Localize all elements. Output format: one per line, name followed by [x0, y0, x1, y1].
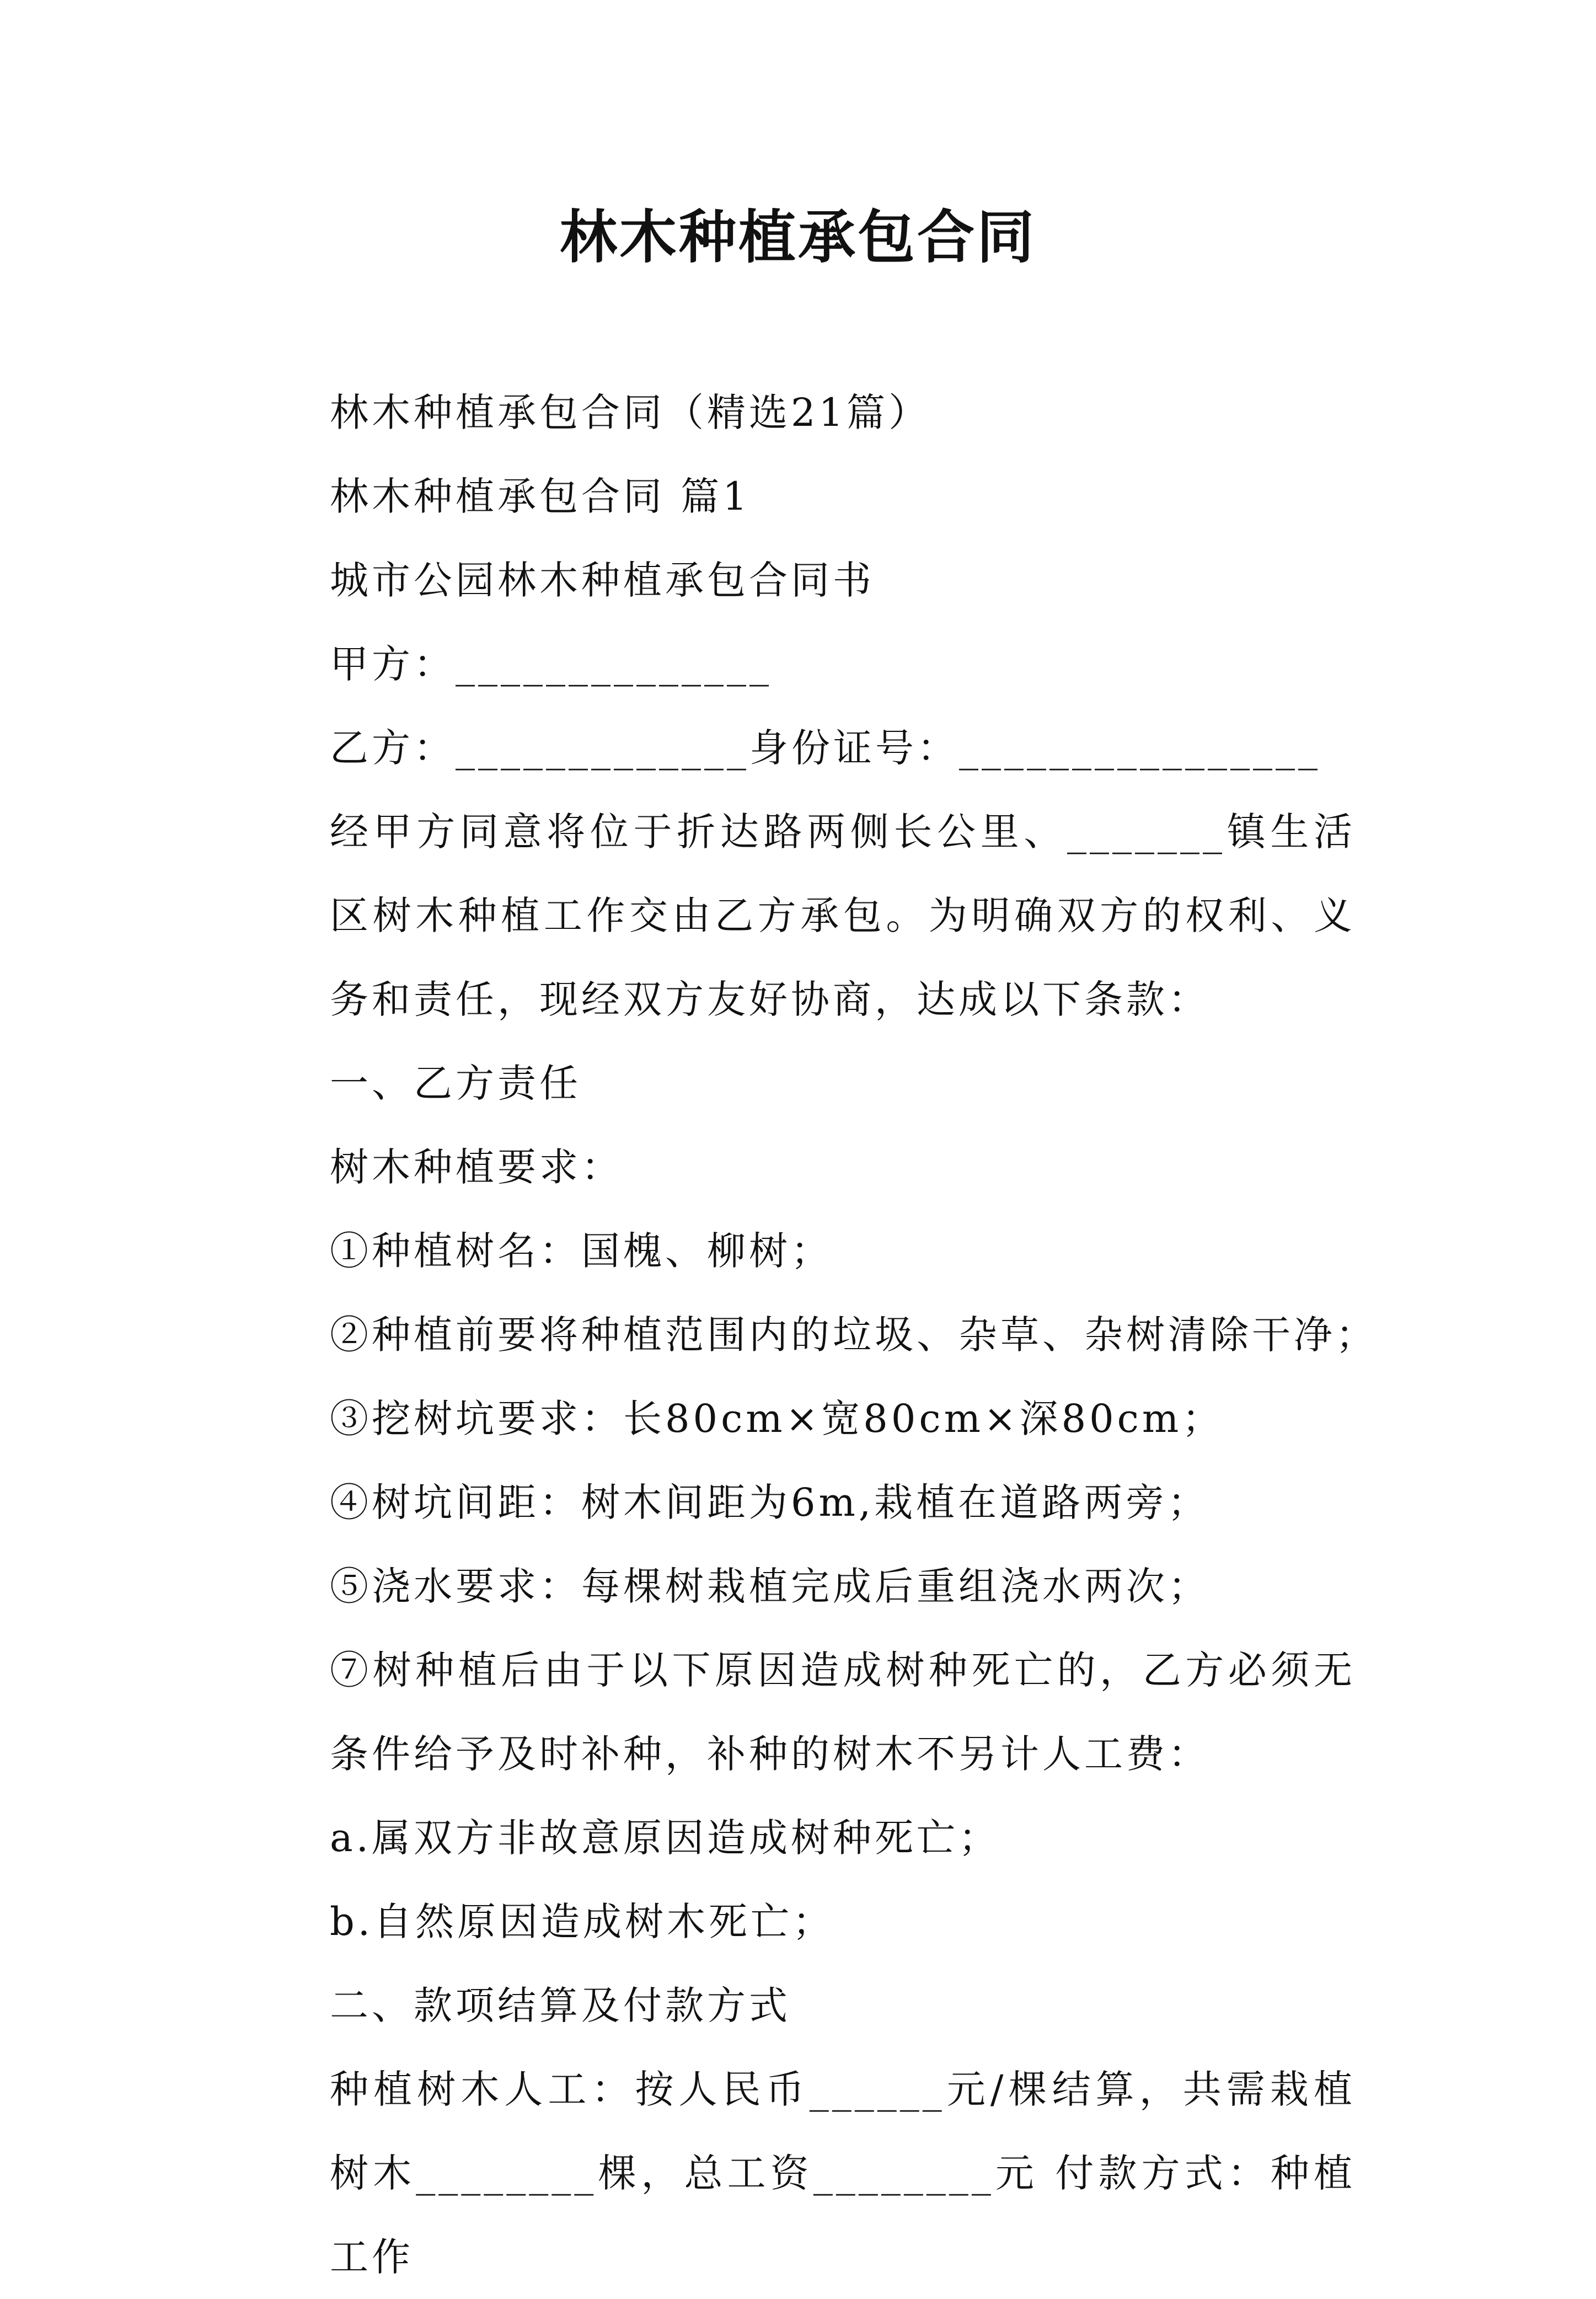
- document-title: 林木种植承包合同: [559, 204, 1036, 271]
- paragraph-section-title: 林木种植承包合同 篇1: [330, 474, 751, 519]
- document-body: [247, 371, 1378, 2299]
- list-item: ②种植前要将种植范围内的垃圾、杂草、杂树清除干净；: [330, 1312, 1378, 1357]
- paragraph-payment: 种植树木人工：按人民币______元/棵结算，共需栽植树木________棵，总工资________元 付款方式：种植工作: [330, 2067, 1356, 2280]
- paragraph-party-a: 甲方：______________: [330, 641, 772, 687]
- list-item: ④树坑间距：树木间距为6m,栽植在道路两旁；: [330, 1480, 1210, 1525]
- paragraph-party-b: 乙方：_____________身份证号：________________: [330, 725, 1321, 771]
- paragraph-contract-name: 城市公园林木种植承包合同书: [330, 558, 875, 603]
- paragraph-intro: 经甲方同意将位于折达路两侧长公里、_______镇生活区树木种植工作交由乙方承包。为明确双方的权利、义务和责任，现经双方友好协商，达成以下条款：: [330, 809, 1356, 1022]
- paragraph-subtitle: 林木种植承包合同（精选21篇）: [330, 390, 931, 435]
- paragraph-heading-1: 一、乙方责任: [330, 1061, 581, 1106]
- list-item: a.属双方非故意原因造成树种死亡；: [330, 1815, 1000, 1860]
- paragraph-heading-2: 二、款项结算及付款方式: [330, 1983, 791, 2028]
- paragraph-requirements-label: 树木种植要求：: [330, 1145, 623, 1190]
- list-item: ⑤浇水要求：每棵树栽植完成后重组浇水两次；: [330, 1564, 1210, 1609]
- list-item: ①种植树名：国槐、柳树；: [330, 1228, 833, 1274]
- list-item: ⑦树种植后由于以下原因造成树种死亡的，乙方必须无条件给予及时补种，补种的树木不另计人工费：: [330, 1648, 1356, 1777]
- list-item: b.自然原因造成树木死亡；: [330, 1899, 835, 1944]
- list-item: ③挖树坑要求：长80cm×宽80cm×深80cm；: [330, 1396, 1224, 1441]
